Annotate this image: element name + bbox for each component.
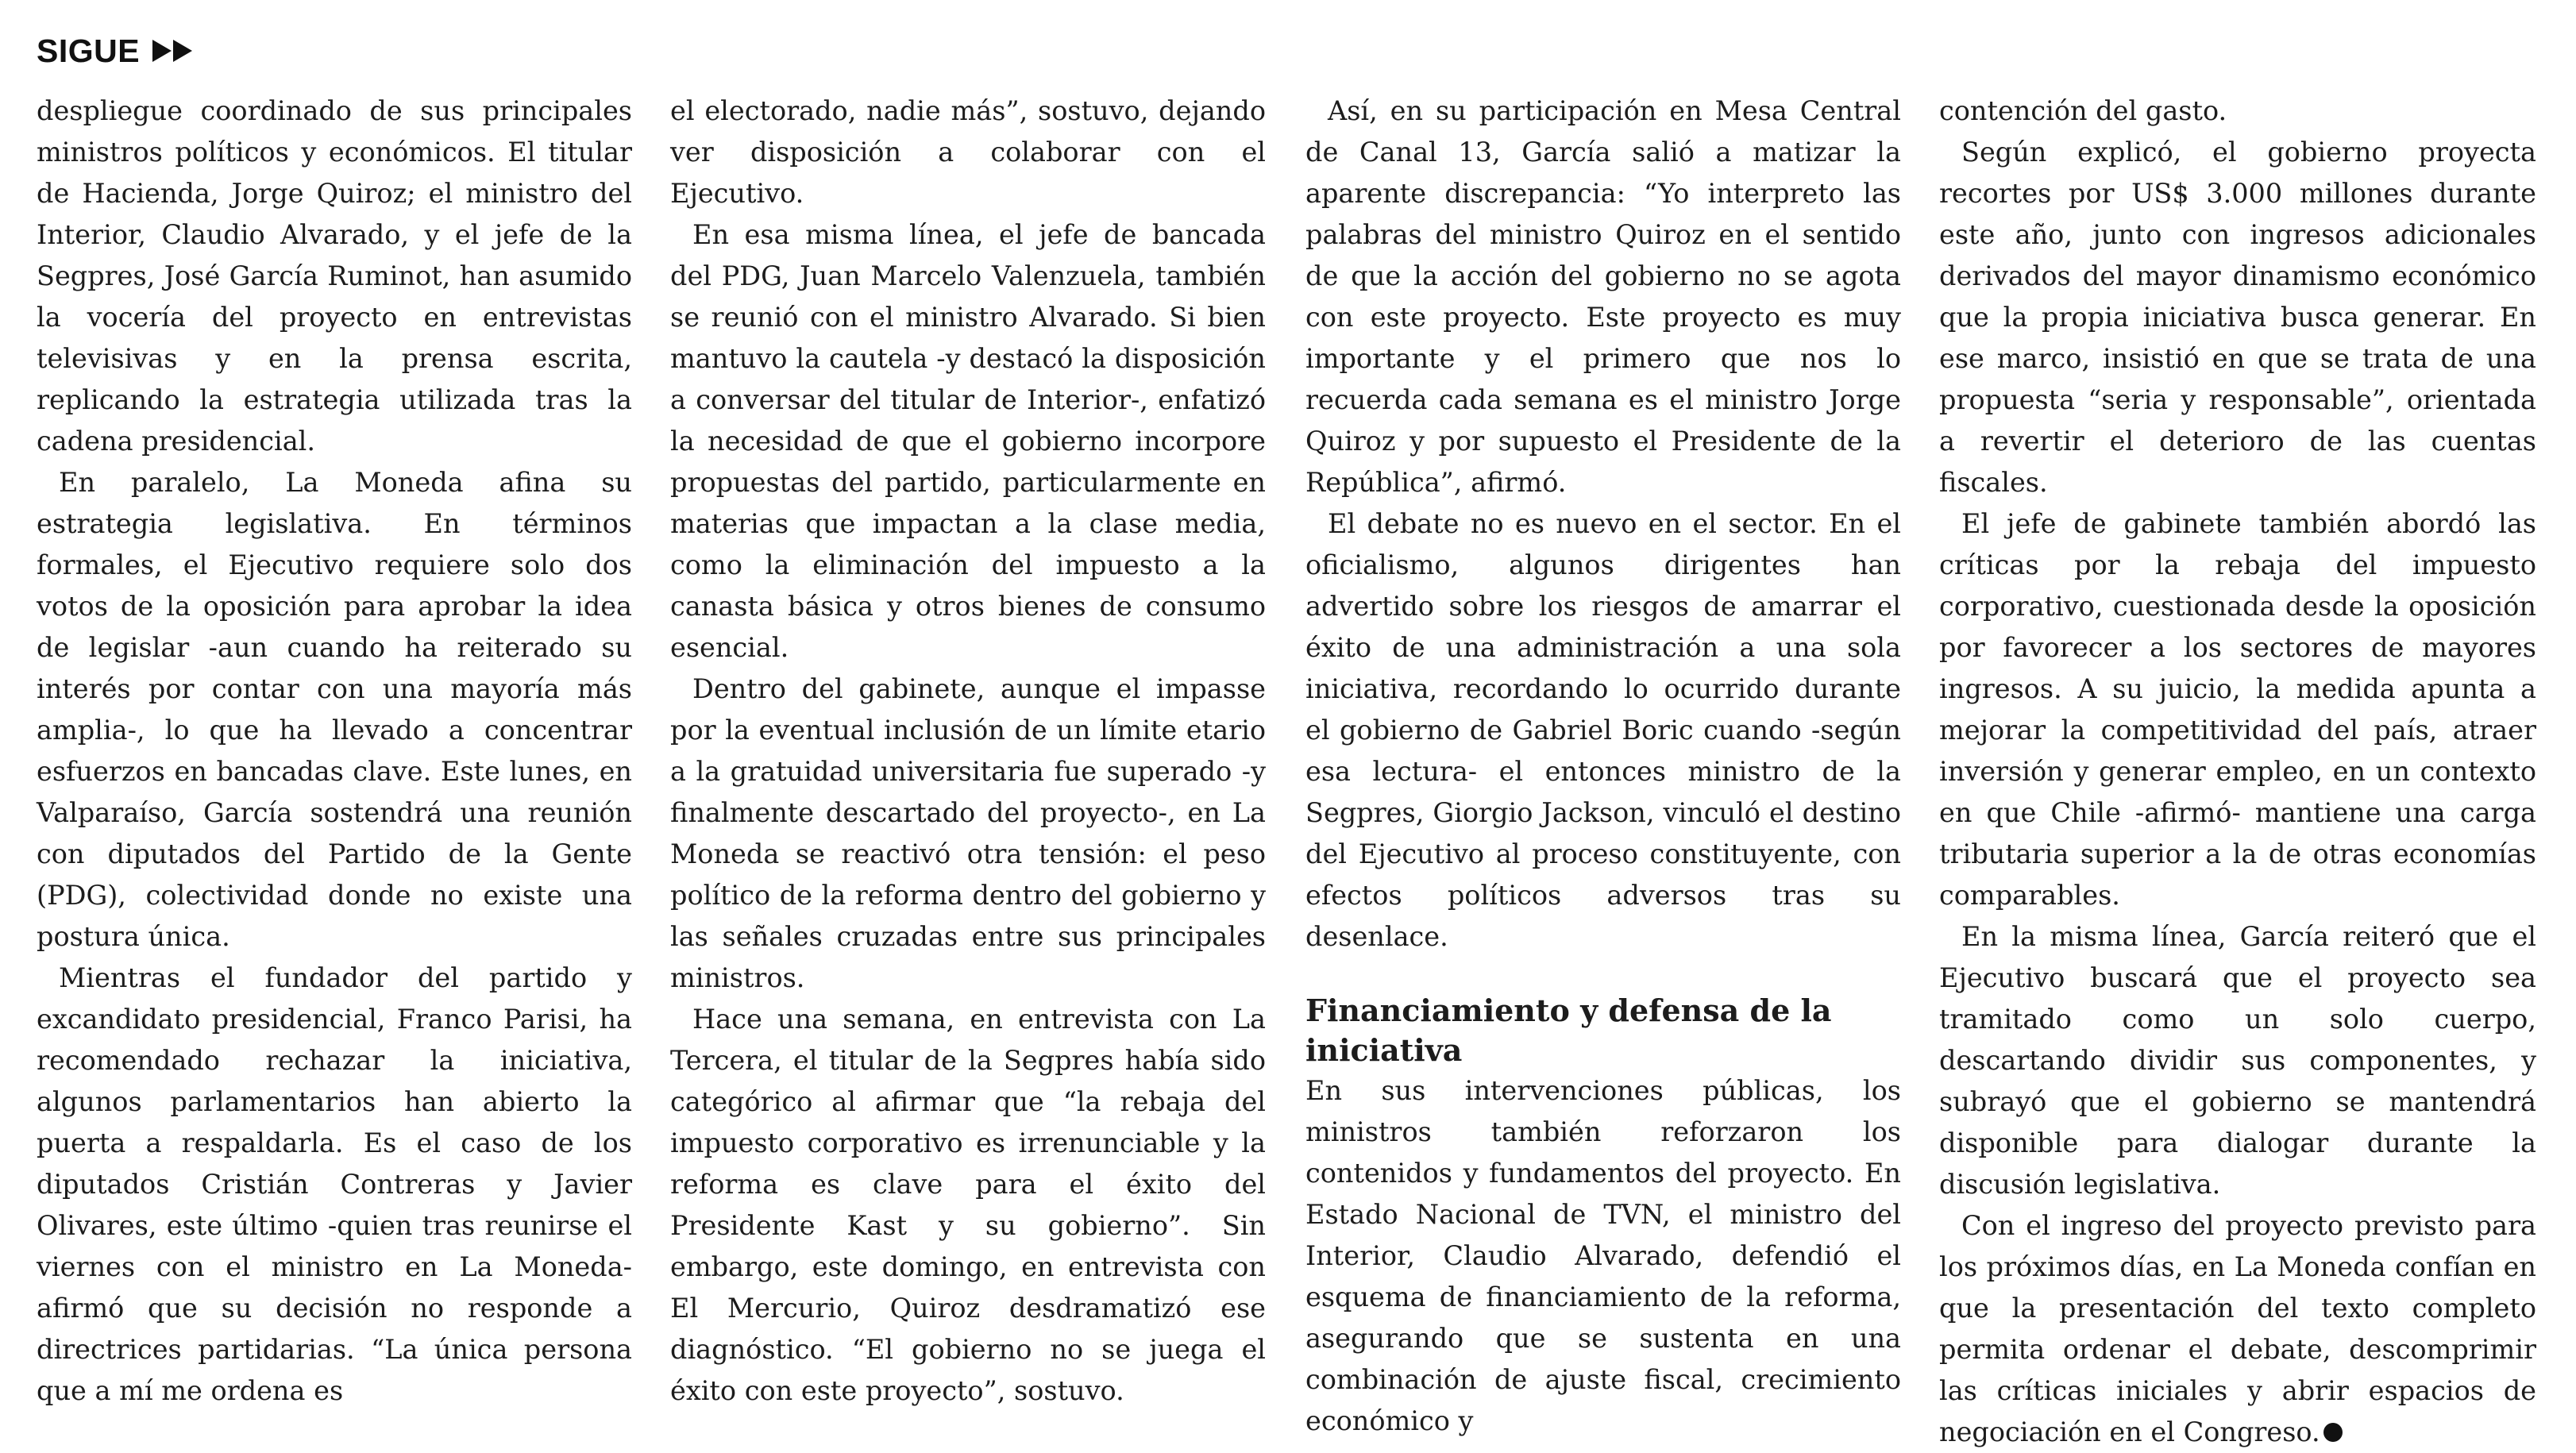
paragraph: El debate no es nuevo en el sector. En el oficialismo, algunos dirigentes han advertido sobre los riesgos de amarrar el éxito de una administración a una sola iniciativa, recordando lo ocurrido durante el gobierno de Gabriel Boric cuando -según esa lectura- el entonces ministro de la Segpres, Giorgio Jackson, vinculó el destino del Ejecutivo al proceso constituyente, con efectos políticos adversos tras su desenlace.: [1305, 508, 1901, 952]
paragraph: Hace una semana, en entrevista con La Tercera, el titular de la Segpres había sido categórico al afirmar que “la rebaja del impuesto corporativo es irrenunciable y la reforma es clave para el éxito del Presidente Kast y su gobierno”. Sin embargo, este domingo, en entrevista con El Mercurio, Quiroz desdramatizó ese diagnóstico. “El gobierno no se juega el éxito con este proyecto”, sostuvo.: [670, 1004, 1266, 1406]
paragraph: En sus intervenciones públicas, los ministros también reforzaron los contenidos y fundamentos del proyecto. En Estado Nacional de TVN, el ministro del Interior, Claudio Alvarado, defendió el esquema de financiamiento de la reforma, asegurando que se sustenta en una combinación de ajuste fiscal, crecimiento económico y: [1305, 1075, 1901, 1436]
paragraph: Dentro del gabinete, aunque el impasse por la eventual inclusión de un límite etario a la gratuidad universitaria fue superado -y finalmente descartado del proyecto-, en La Moneda se reactivó otra tensión: el peso político de la reforma dentro del gobierno y las señales cruzadas entre sus principales ministros.: [670, 673, 1266, 993]
paragraph: Así, en su participación en Mesa Central de Canal 13, García salió a matizar la aparente discrepancia: “Yo interpreto las palabras del ministro Quiroz en el sentido de que la acción del gobierno no se agota con este proyecto. Este proyecto es muy importante y el primero que nos lo recuerda cada semana es el ministro Jorge Quiroz y por supuesto el Presidente de la República”, afirmó.: [1305, 95, 1901, 498]
paragraph: En esa misma línea, el jefe de bancada del PDG, Juan Marcelo Valenzuela, también se reunió con el ministro Alvarado. Si bien mantuvo la cautela -y destacó la disposición a conversar del titular de Interior-, enfatizó la necesidad de que el gobierno incorpore propuestas del partido, particularmente en materias que impactan a la clase media, como la eliminación del impuesto a la canasta básica y otros bienes de consumo esencial.: [670, 219, 1266, 663]
paragraph: Según explicó, el gobierno proyecta recortes por US$ 3.000 millones durante este año, junto con ingresos adicionales derivados del mayor dinamismo económico que la propia iniciativa busca generar. En ese marco, insistió en que se trata de una propuesta “seria y responsable”, orientada a revertir el deterioro de las cuentas fiscales.: [1939, 137, 2536, 498]
final-paragraph-text: Con el ingreso del proyecto previsto para los próximos días, en La Moneda confían en que la presentación del texto completo permita ordenar el debate, descomprimir las críticas iniciales y abrir espacios de negociación en el Congreso.: [1939, 1210, 2536, 1447]
paragraph-final: [1939, 1205, 2536, 1453]
section-subheading: Financiamiento y defensa de la iniciativa: [1305, 992, 1832, 1068]
paragraph: El jefe de gabinete también abordó las críticas por la rebaja del impuesto corporativo, cuestionada desde la oposición por favorecer a los sectores de mayores ingresos. A su juicio, la medida apunta a mejorar la competitividad del país, atraer inversión y generar empleo, en un contexto en que Chile -afirmó- mantiene una carga tributaria superior a la de otras economías comparables.: [1939, 508, 2536, 911]
paragraph: el electorado, nadie más”, sostuvo, dejando ver disposición a colaborar con el Ejecutivo.: [670, 95, 1266, 209]
article-column-1: [37, 91, 632, 1412]
continuation-header: [37, 30, 194, 71]
paragraph: despliegue coordinado de sus principales ministros políticos y económicos. El titular de Hacienda, Jorge Quiroz; el ministro del Interior, Claudio Alvarado, y el jefe de la Segpres, José García Ruminot, han asumido la vocería del proyecto en entrevistas televisivas y en la prensa escrita, replicando la estrategia utilizada tras la cadena presidencial.: [37, 95, 632, 457]
end-of-article-icon: [2323, 1423, 2343, 1442]
article-column-3: [1305, 91, 1901, 1442]
article-column-2: [670, 91, 1266, 1412]
kicker-label: SIGUE: [37, 32, 141, 69]
paragraph: En la misma línea, García reiteró que el Ejecutivo buscará que el proyecto sea tramitado como un solo cuerpo, descartando dividir sus componentes, y subrayó que el gobierno se mantendrá disponible para dialogar durante la discusión legislativa.: [1939, 921, 2536, 1200]
paragraph: contención del gasto.: [1939, 95, 2227, 126]
article-column-4: [1939, 91, 2536, 1453]
double-arrow-icon: [152, 40, 194, 62]
paragraph: Mientras el fundador del partido y excandidato presidencial, Franco Parisi, ha recomendado rechazar la iniciativa, algunos parlamentarios han abierto la puerta a respaldarla. Es el caso de los diputados Cristián Contreras y Javier Olivares, este último -quien tras reunirse el viernes con el ministro en La Moneda- afirmó que su decisión no responde a directrices partidarias. “La única persona que a mí me ordena es: [37, 962, 632, 1406]
paragraph: En paralelo, La Moneda afina su estrategia legislativa. En términos formales, el Ejecutivo requiere solo dos votos de la oposición para aprobar la idea de legislar -aun cuando ha reiterado su interés por contar con una mayoría más amplia-, lo que ha llevado a concentrar esfuerzos en bancadas clave. Este lunes, en Valparaíso, García sostendrá una reunión con diputados del Partido de la Gente (PDG), colectividad donde no existe una postura única.: [37, 467, 632, 952]
